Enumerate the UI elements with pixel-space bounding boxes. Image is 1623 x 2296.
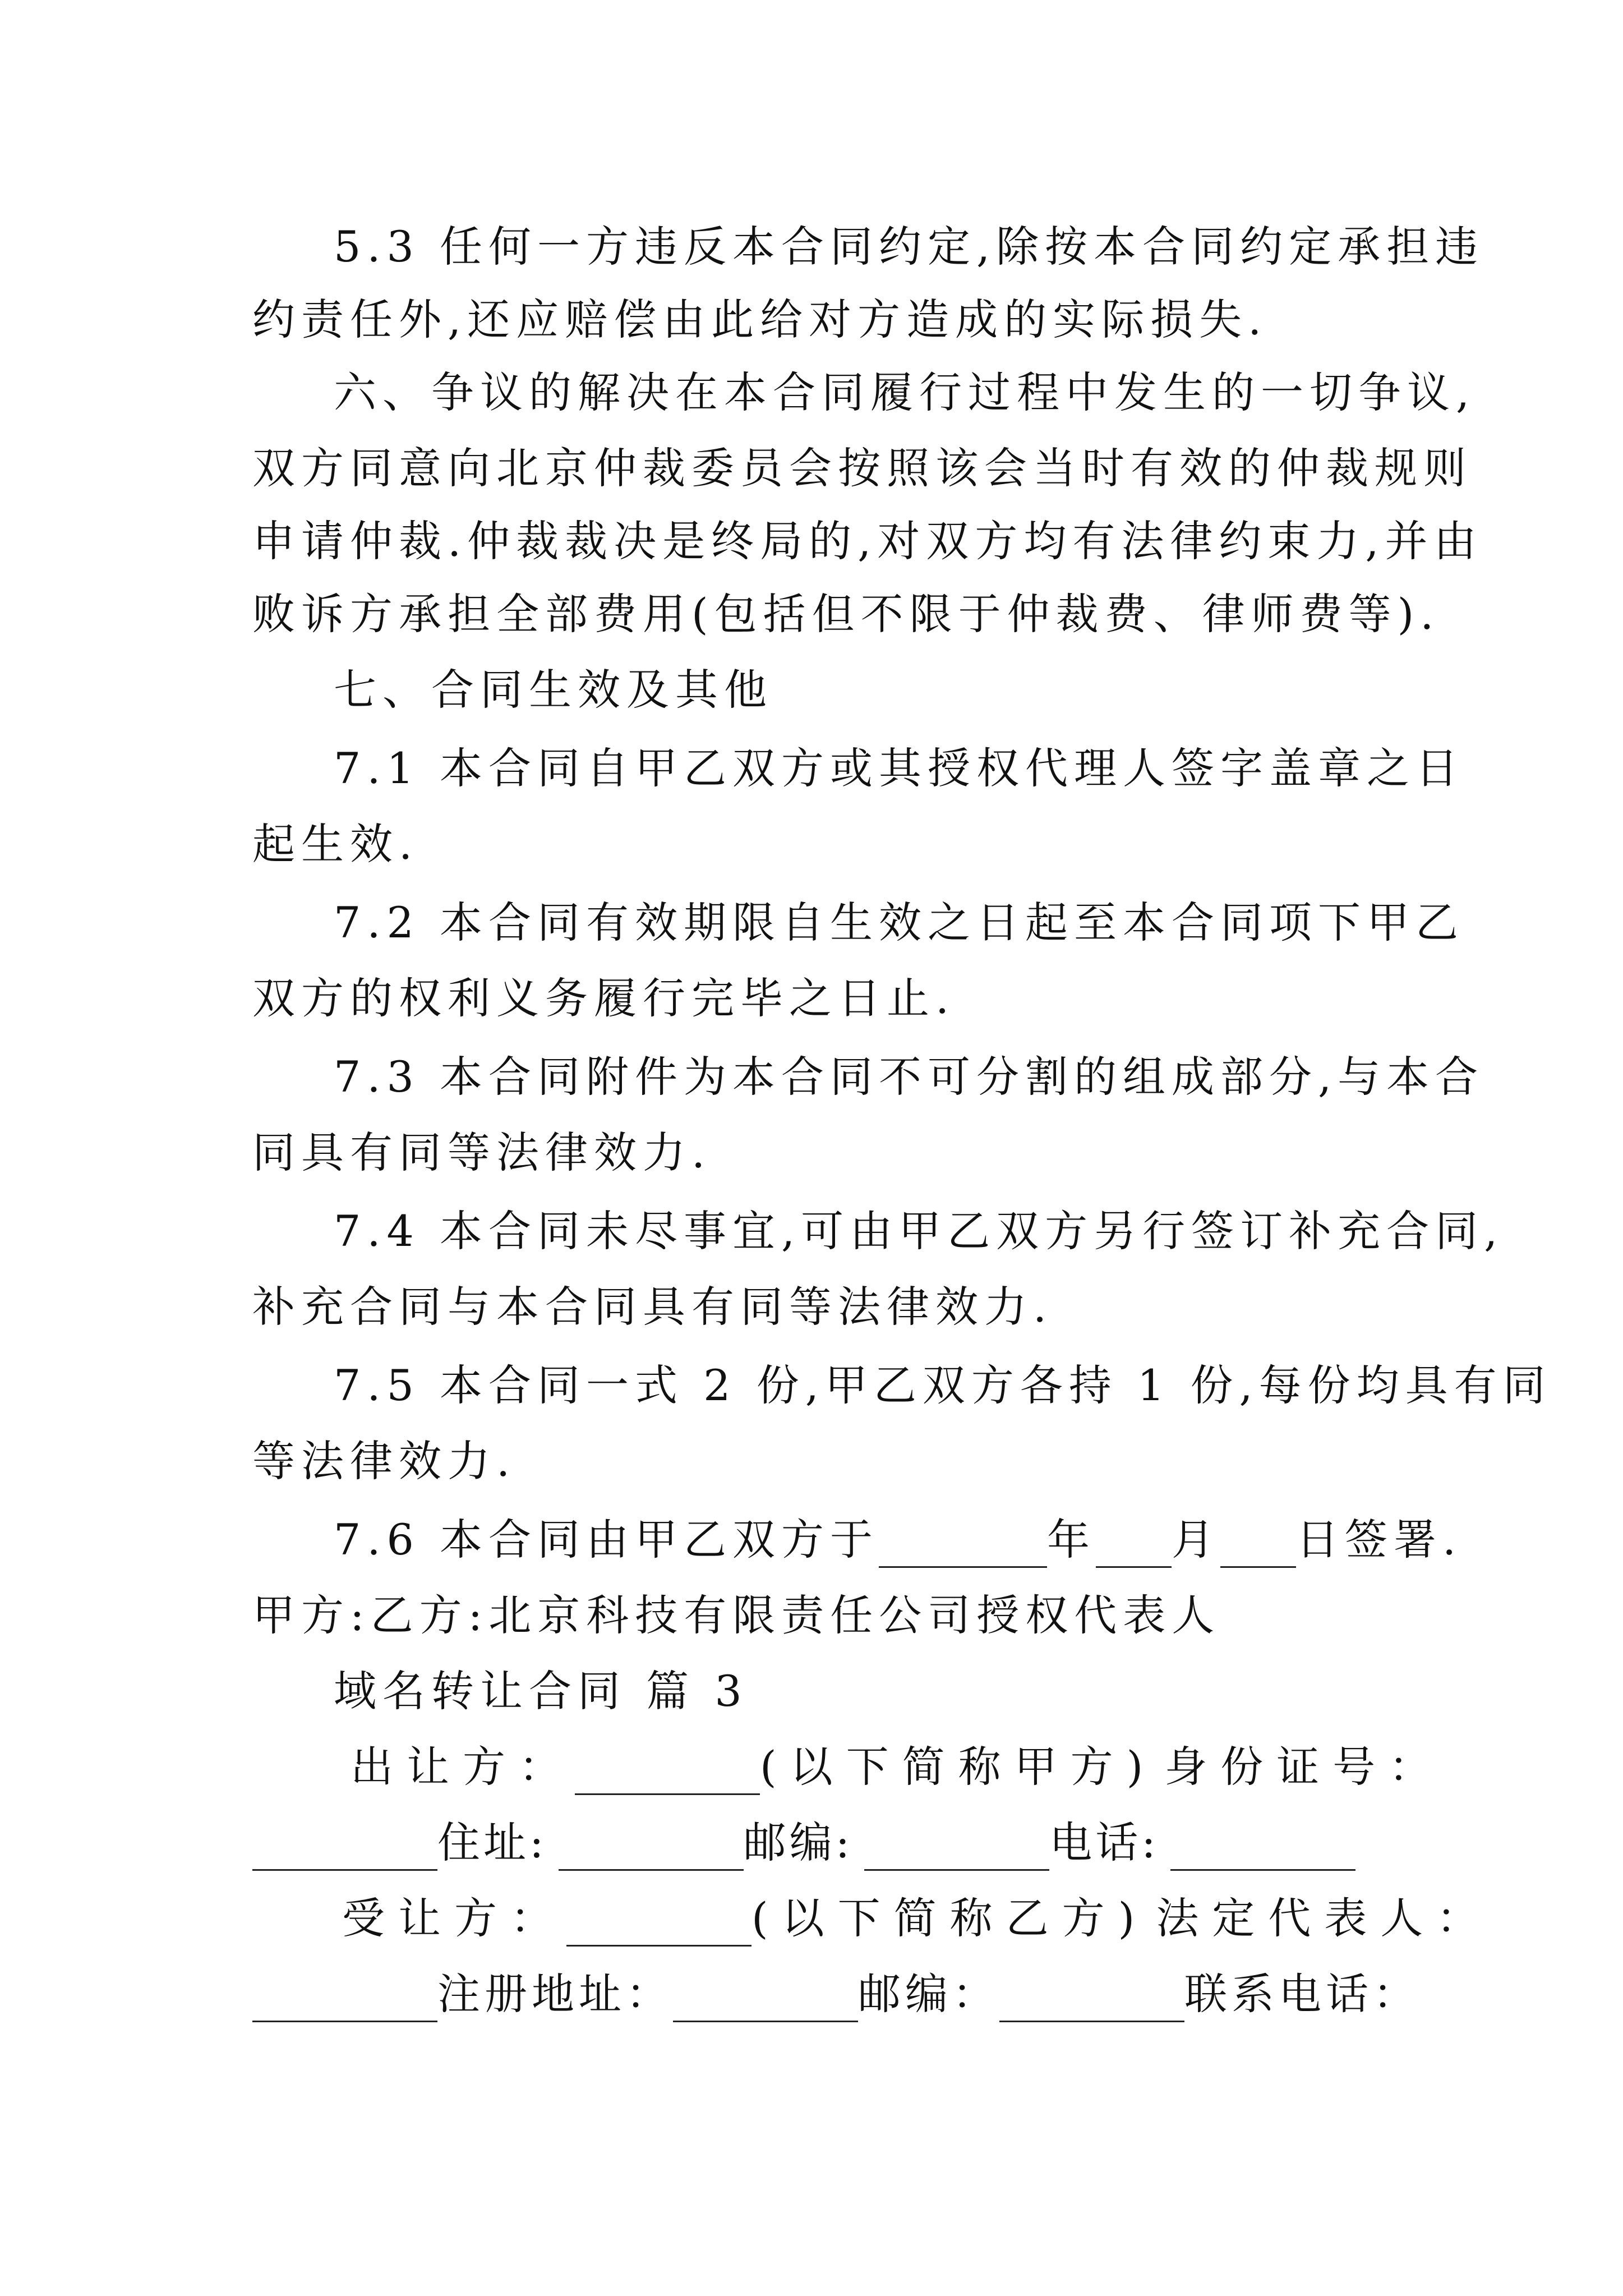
- year-blank[interactable]: [879, 1522, 1047, 1568]
- clause-7-4-line-2: 补充合同与本合同具有同等法律效力.: [252, 1282, 1053, 1332]
- section-6-line-2: 双方同意向北京仲裁委员会按照该会当时有效的仲裁规则: [252, 443, 1472, 493]
- transferee-note: (以下简称乙方): [751, 1893, 1149, 1943]
- transferee-name-blank[interactable]: [566, 1901, 751, 1947]
- phone-blank[interactable]: [1170, 1825, 1355, 1871]
- transferee-label: 受让方：: [342, 1893, 566, 1943]
- year-label: 年: [1047, 1515, 1096, 1565]
- clause-7-1-line-2: 起生效.: [252, 819, 419, 869]
- day-blank[interactable]: [1220, 1522, 1296, 1568]
- transferor-line: [351, 1739, 1445, 1795]
- transferee-details-line: [252, 1966, 1420, 2022]
- section-6-line-1: 六、争议的解决在本合同履行过程中发生的一切争议,: [334, 367, 1476, 417]
- reg-address-label: 注册地址：: [437, 1969, 673, 2019]
- transferor-note: (以下简称甲方): [760, 1742, 1157, 1792]
- legal-rep-label: 法定代表人：: [1156, 1893, 1493, 1943]
- month-blank[interactable]: [1096, 1522, 1172, 1568]
- clause-5-3-line-1: 5.3 任何一方违反本合同约定,除按本合同约定承担违: [334, 222, 1484, 272]
- section-6-line-3: 申请仲裁.仲裁裁决是终局的,对双方均有法律约束力,并由: [252, 516, 1483, 566]
- transferor-details-line: [252, 1815, 1385, 1871]
- clause-7-4-line-1: 7.4 本合同未尽事宜,可由甲乙双方另行签订补充合同,: [334, 1206, 1504, 1256]
- section-title: 域名转让合同 篇 3: [334, 1666, 748, 1716]
- address-blank[interactable]: [559, 1825, 744, 1871]
- clause-5-3-line-2: 约责任外,还应赔偿由此给对方造成的实际损失.: [252, 295, 1268, 344]
- clause-7-1-line-1: 7.1 本合同自甲乙双方或其授权代理人签字盖章之日: [334, 743, 1465, 793]
- month-label: 月: [1172, 1515, 1221, 1565]
- clause-7-5-line-2: 等法律效力.: [252, 1436, 517, 1486]
- clause-7-3-line-1: 7.3 本合同附件为本合同不可分割的组成部分,与本合: [334, 1052, 1484, 1102]
- postcode-blank[interactable]: [864, 1825, 1049, 1871]
- clause-7-6-sign-line: [334, 1512, 1463, 1568]
- section-7-heading: 七、合同生效及其他: [334, 665, 773, 715]
- phone-label: 电话:: [1049, 1818, 1159, 1867]
- reg-address-blank[interactable]: [673, 1977, 858, 2022]
- id-number-blank[interactable]: [252, 1825, 437, 1871]
- transferor-label: 出让方：: [351, 1742, 575, 1792]
- postcode-label: 邮编:: [743, 1818, 854, 1867]
- clause-7-2-line-2: 双方的权利义务履行完毕之日止.: [252, 973, 956, 1023]
- id-number-label: 身份证号：: [1164, 1742, 1445, 1792]
- address-label: 住址:: [437, 1818, 547, 1867]
- contact-phone-label: 联系电话：: [1184, 1969, 1420, 2019]
- parties-line: 甲方:乙方:北京科技有限责任公司授权代表人: [252, 1590, 1221, 1640]
- clause-7-5-line-1: 7.5 本合同一式 2 份,甲乙双方各持 1 份,每份均具有同: [334, 1360, 1552, 1410]
- transferor-name-blank[interactable]: [575, 1750, 760, 1795]
- clause-7-3-line-2: 同具有同等法律效力.: [252, 1128, 712, 1177]
- sign-line-prefix: 7.6 本合同由甲乙双方于: [334, 1515, 879, 1565]
- legal-rep-blank[interactable]: [252, 1977, 437, 2022]
- transferee-postcode-label: 邮编：: [858, 1969, 999, 2019]
- day-label: 日签署.: [1296, 1515, 1463, 1565]
- clause-7-2-line-1: 7.2 本合同有效期限自生效之日起至本合同项下甲乙: [334, 898, 1465, 947]
- transferee-postcode-blank[interactable]: [999, 1977, 1184, 2022]
- transferee-line: [342, 1890, 1493, 1947]
- section-6-line-4: 败诉方承担全部费用(包括但不限于仲裁费、律师费等).: [252, 589, 1440, 639]
